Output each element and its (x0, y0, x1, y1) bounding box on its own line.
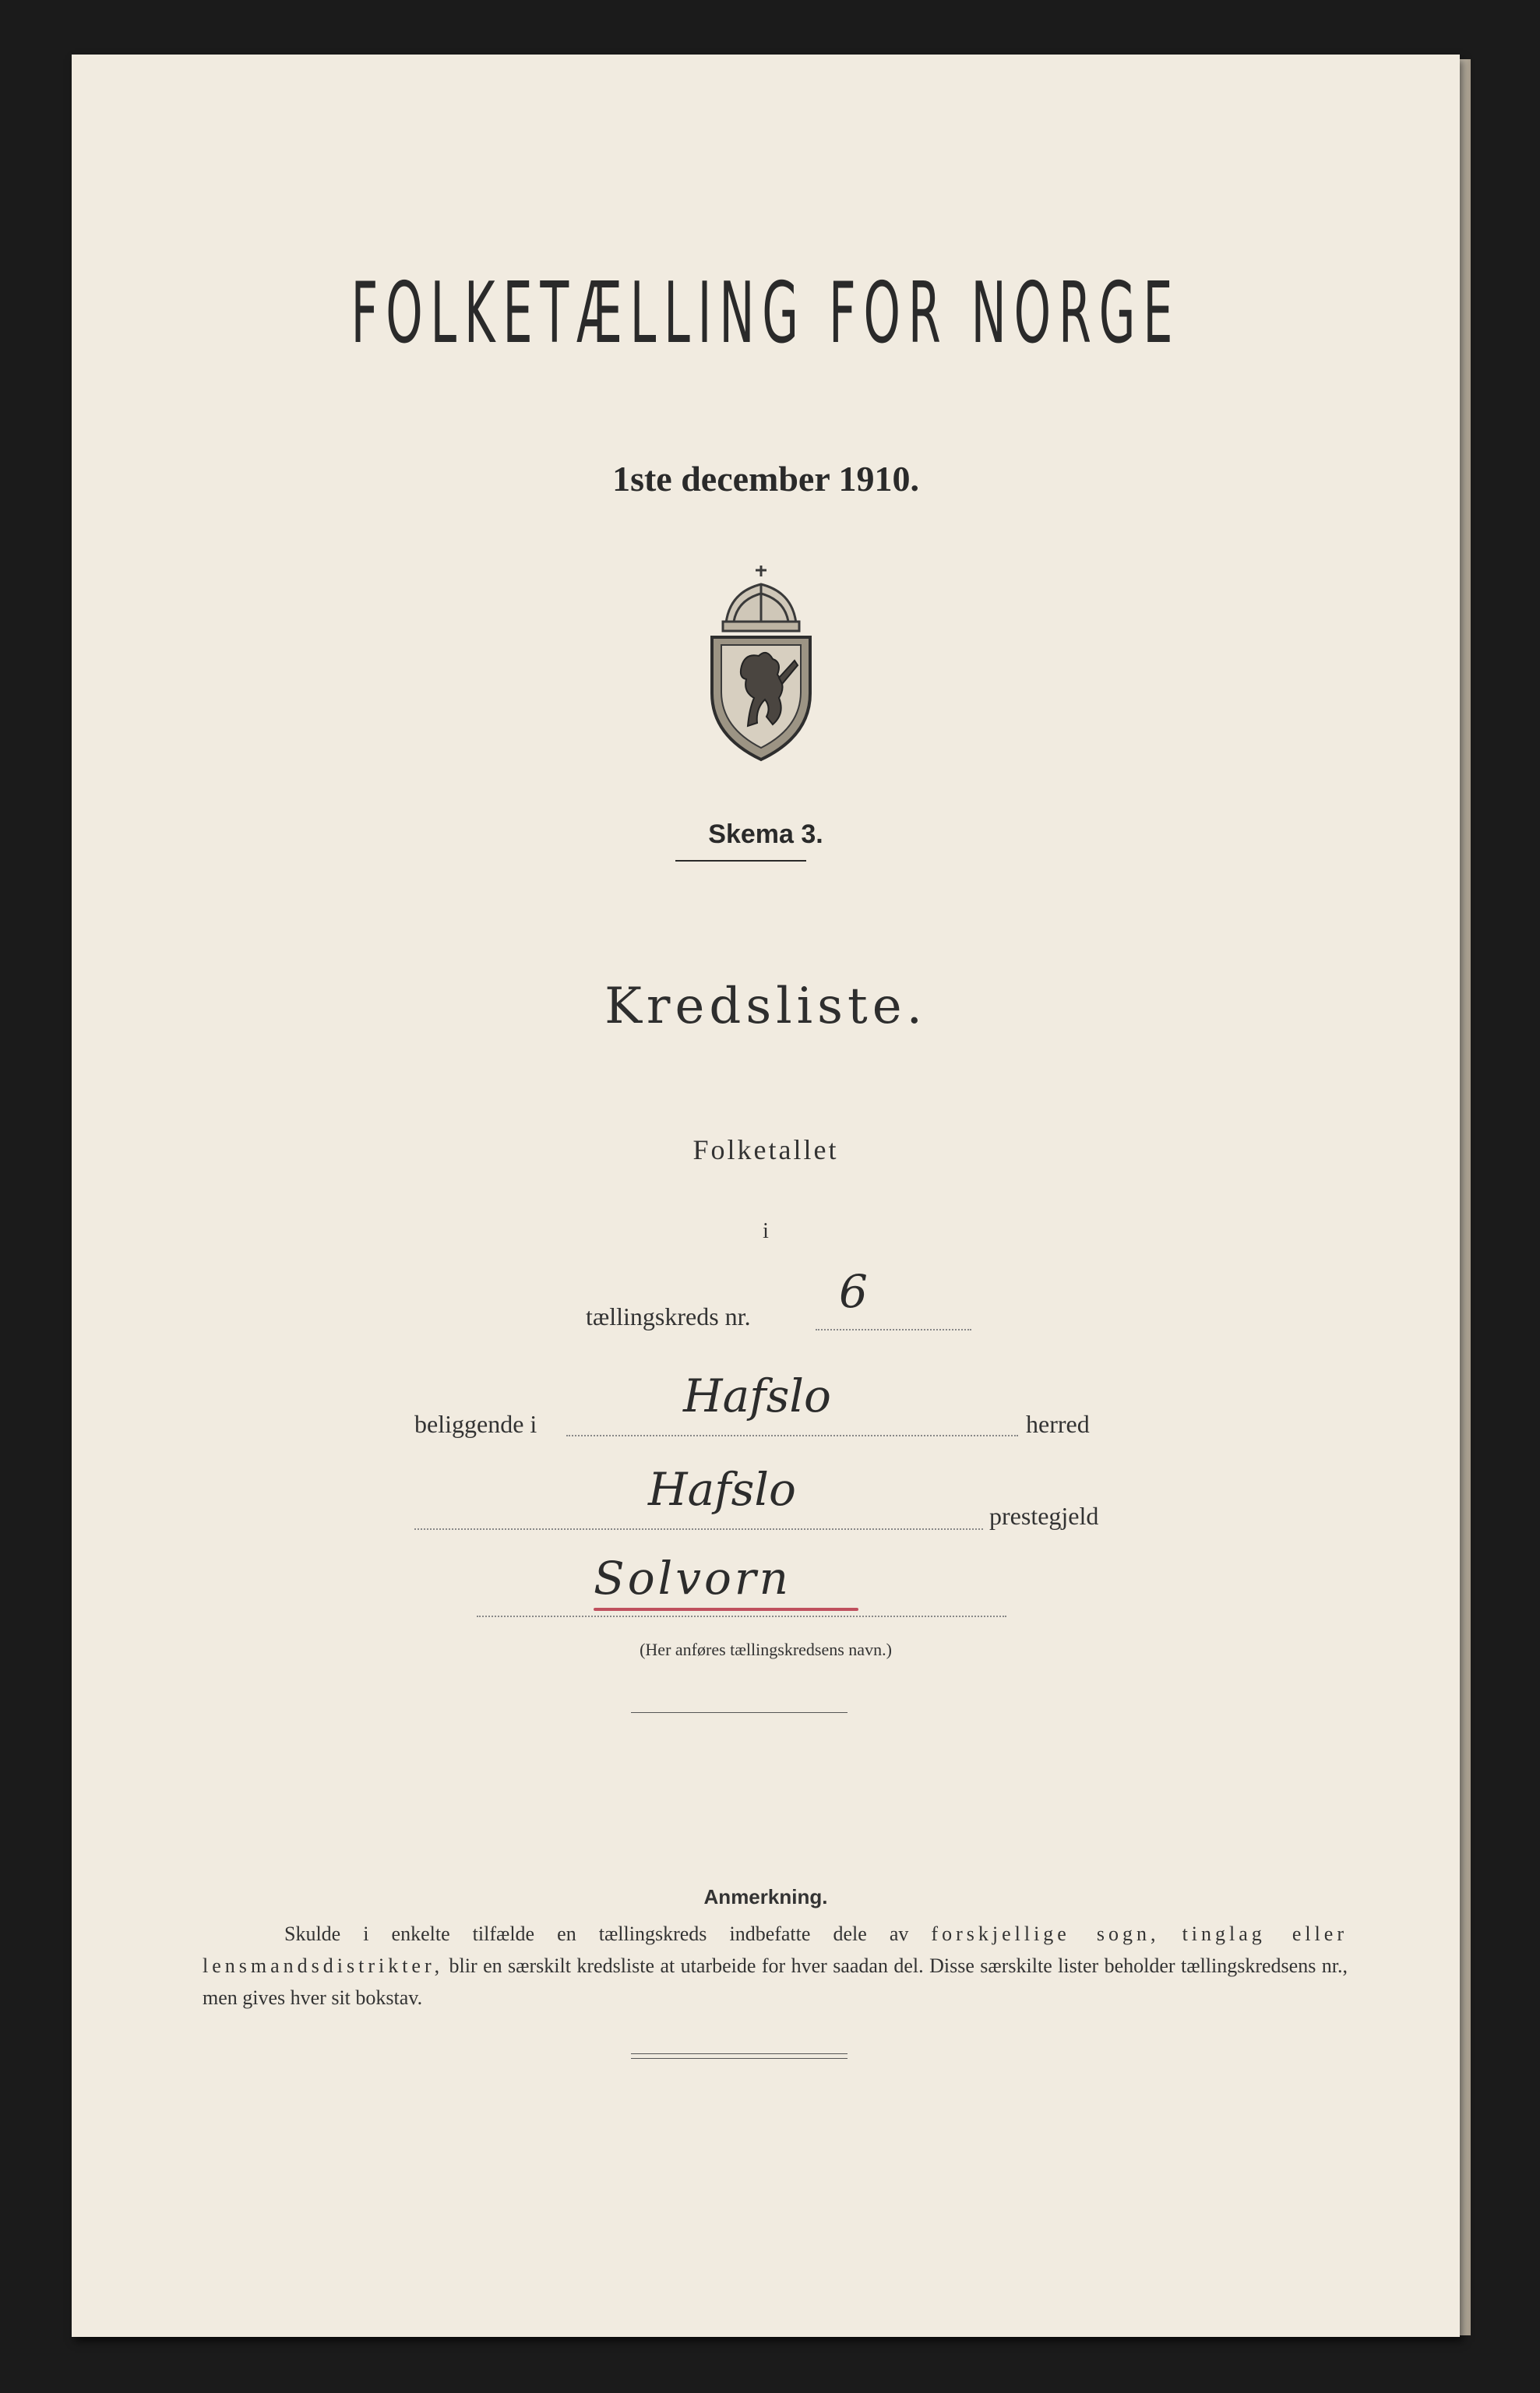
beliggende-label: beliggende i (414, 1410, 537, 1438)
census-form-page (72, 55, 1460, 2337)
remark-spaced-1: forskjellige sogn, (931, 1923, 1160, 1945)
remark-text-part3: blir en særskilt kredsliste at utarbeide for hver saadan del. Disse særskilte lister beholder tællingskredsens nr., men gives hver sit bokstav. (203, 1954, 1348, 2009)
schema-underline (675, 860, 806, 862)
remark-text-part1: Skulde i enkelte tilfælde en tællingskreds indbefatte dele av (284, 1923, 932, 1945)
norwegian-coat-of-arms-icon (695, 561, 827, 763)
kreds-number-field[interactable] (816, 1265, 971, 1330)
red-pencil-underline (594, 1608, 858, 1611)
herred-value: Hafslo (683, 1369, 831, 1422)
herred-label: herred (1026, 1410, 1090, 1438)
form-title: FOLKETÆLLING FOR NORGE (351, 265, 1181, 362)
remark-spaced-2: tinglag eller lensmandsdistrikter, (203, 1923, 1348, 1977)
prestegjeld-label: prestegjeld (989, 1502, 1099, 1530)
divider-bottom-2 (631, 2058, 848, 2059)
kreds-name-caption: (Her anføres tællingskredsens navn.) (640, 1640, 892, 1659)
form-date: 1ste december 1910. (612, 459, 919, 499)
i-label: i (763, 1219, 769, 1243)
remark-text-part2 (1160, 1923, 1182, 1945)
remark-title: Anmerkning. (703, 1885, 828, 1908)
divider-bottom-1 (631, 2053, 848, 2054)
schema-number: Skema 3. (708, 819, 823, 849)
document-heading: Kredsliste. (604, 978, 927, 1035)
folketallet-label: Folketallet (692, 1134, 839, 1165)
kreds-name-value: Solvorn (594, 1552, 791, 1605)
page-edge (1460, 59, 1471, 2335)
herred-field[interactable] (566, 1369, 1018, 1436)
divider-top (631, 1712, 848, 1713)
prestegjeld-value: Hafslo (648, 1463, 796, 1516)
kreds-number-label: tællingskreds nr. (586, 1302, 751, 1330)
prestegjeld-field[interactable] (414, 1463, 983, 1530)
remark-text (203, 1918, 1348, 2014)
kreds-number-value: 6 (839, 1265, 868, 1318)
